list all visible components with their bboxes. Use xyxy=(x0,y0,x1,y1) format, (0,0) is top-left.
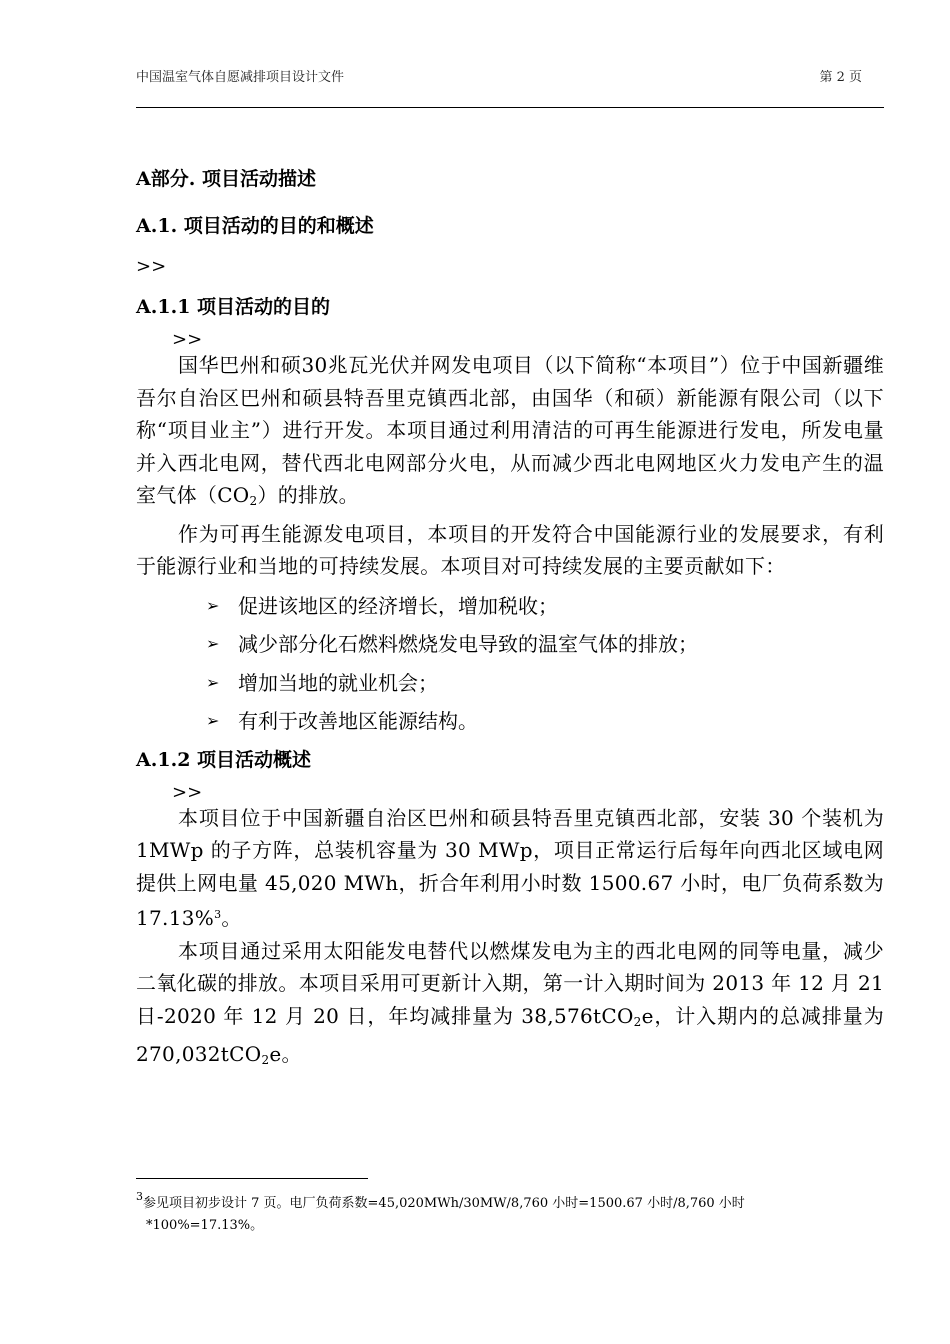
footnote-number: 3 xyxy=(136,1190,143,1203)
page-number: 第 2 页 xyxy=(819,70,862,85)
list-item: ➢ 减少部分化石燃料燃烧发电导致的温室气体的排放； xyxy=(136,625,884,664)
list-item: ➢ 有利于改善地区能源结构。 xyxy=(136,702,884,741)
a11-paragraph-2: 作为可再生能源发电项目，本项目的开发符合中国能源行业的发展要求，有利于能源行业和当地的可持续发展。本项目对可持续发展的主要贡献如下： xyxy=(136,521,884,578)
arrow-bullet-icon: ➢ xyxy=(206,711,220,730)
a1-marker: >> xyxy=(136,256,167,277)
footnote-line-1: 参见项目初步设计 7 页。电厂负荷系数=45,020MWh/30MW/8,760 小时=1500.67 小时/8,760 小时 xyxy=(143,1196,745,1211)
a11-paragraph-1: 国华巴州和硕30兆瓦光伏并网发电项目（以下简称“本项目”）位于中国新疆维吾尔自治区巴州和硕县特吾里克镇西北部，由国华（和硕）新能源有限公司（以下称“项目业主”）进行开发。本项目通过利用清洁的可再生能源进行发电，所发电量并入西北电网，替代西北电网部分火电，从而减少西北电网地区火力发电产生的温室气体$(CO_2)$的排放。 xyxy=(136,353,884,508)
section-a-heading: A部分. 项目活动描述 xyxy=(136,168,316,190)
arrow-bullet-icon: ➢ xyxy=(206,672,220,692)
header-rule xyxy=(136,107,884,108)
arrow-bullet-icon: ➢ xyxy=(206,634,220,653)
list-item: ➢ 促进该地区的经济增长，增加税收； xyxy=(136,587,884,626)
page-header xyxy=(136,66,884,85)
a12-heading: A.1.2 项目活动概述 xyxy=(136,748,312,771)
a1-heading: A.1. 项目活动的目的和概述 xyxy=(136,215,374,237)
document-body xyxy=(136,170,884,1077)
a11-marker: >> xyxy=(172,329,203,350)
contribution-list xyxy=(136,587,884,741)
footnote xyxy=(136,1186,836,1237)
a11-heading: A.1.1 项目活动的目的 xyxy=(136,296,331,318)
footnote-line-2: *100%=17.13%。 xyxy=(146,1218,264,1233)
a12-marker: >> xyxy=(172,781,203,803)
document-title: 中国温室气体自愿减排项目设计文件 xyxy=(136,70,345,85)
footnote-rule xyxy=(136,1178,368,1179)
a12-paragraph-2: 本项目通过采用太阳能发电替代以燃煤发电为主的西北电网的同等电量，减少二氧化碳的排放。本项目采用可更新计入期，第一计入期时间为 2013 年 12 月 21 日-2020 年 12 月 20 日，年均减排量为 38,576tCO$_2$e，计入期内的总减排量为 270,032tCO$_2$e。 xyxy=(136,938,884,1067)
list-item: ➢ 增加当地的就业机会； xyxy=(136,664,884,703)
arrow-bullet-icon: ➢ xyxy=(206,595,220,615)
a12-paragraph-1: 本项目位于中国新疆自治区巴州和硕县特吾里克镇西北部，安装 30 个装机为 1MWp 的子方阵，总装机容量为 30 MWp，项目正常运行后每年向西北区域电网提供上网电量 45,020 MWh，折合年利用小时数 1500.67 小时，电厂负荷系数为 17.13%$^3$。 xyxy=(136,805,884,930)
